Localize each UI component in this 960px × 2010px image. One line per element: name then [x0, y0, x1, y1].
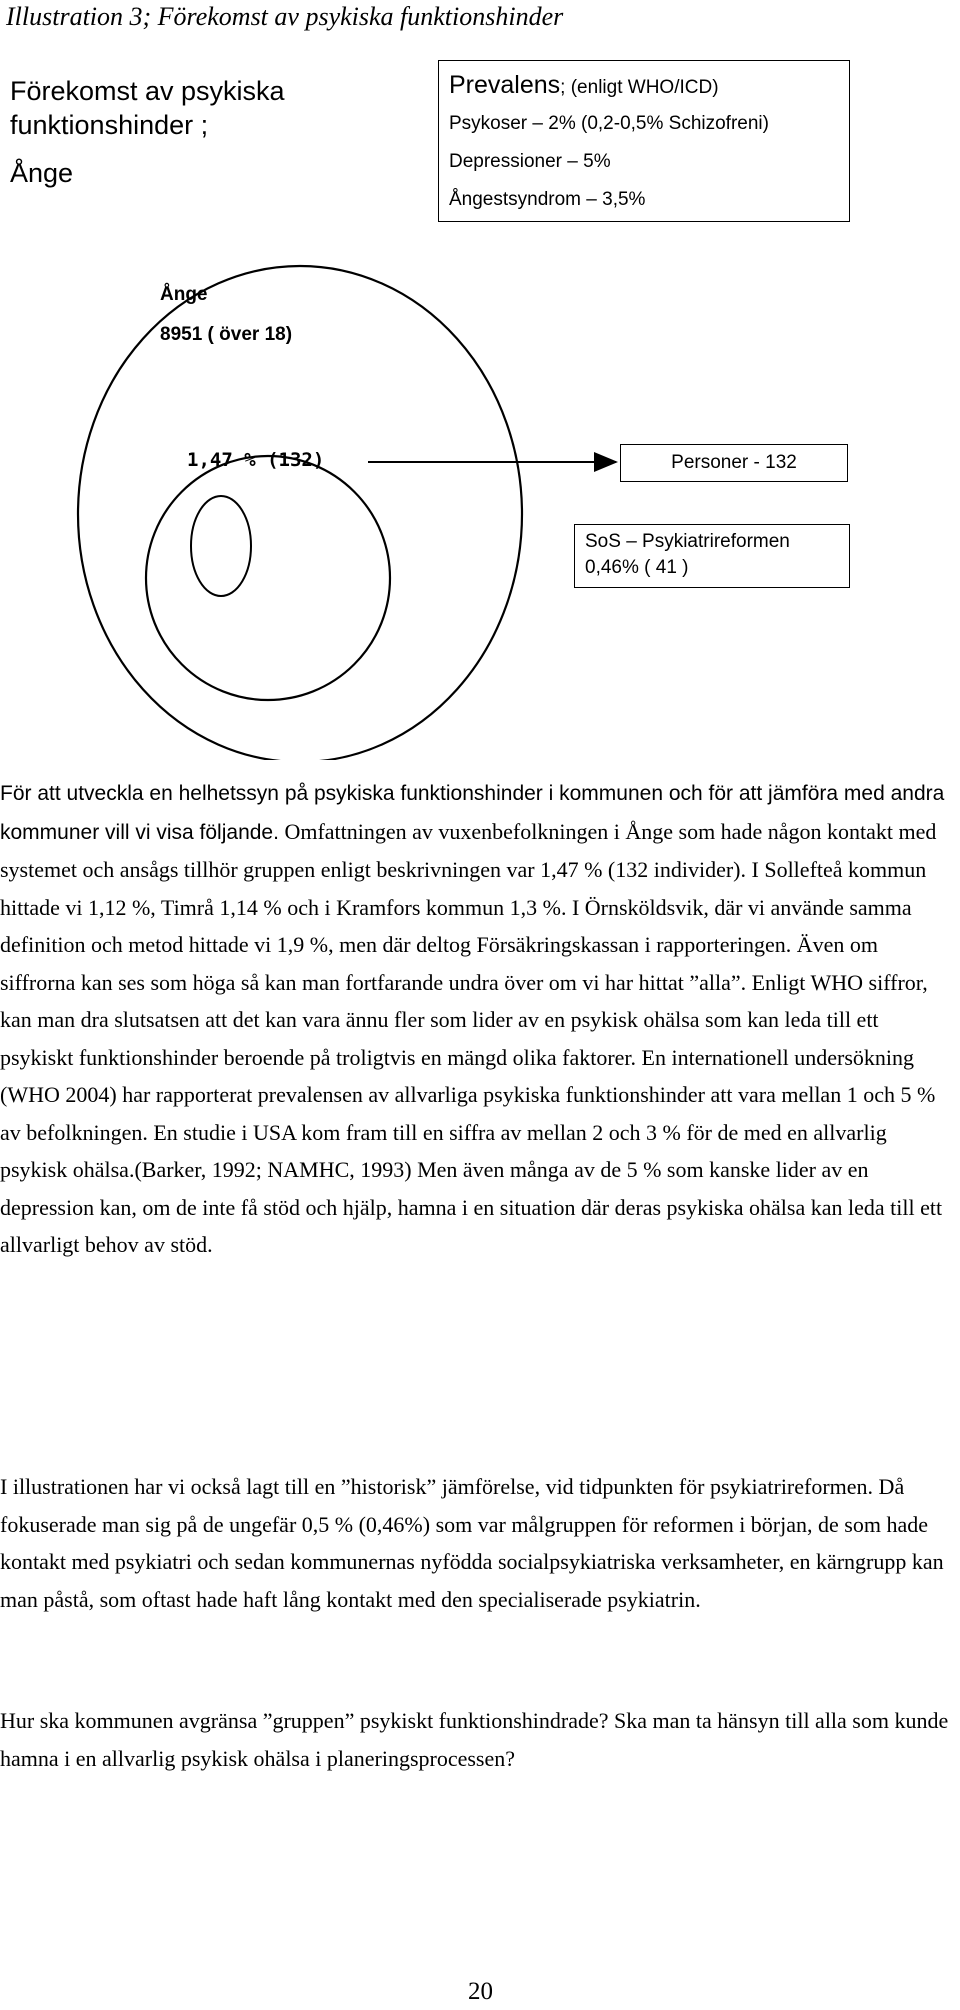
paragraph-1	[0, 774, 955, 1264]
title-line-2: funktionshinder ;	[10, 110, 209, 140]
outer-circle	[78, 266, 522, 760]
paragraph-2: I illustrationen har vi också lagt till en ”historisk” jämförelse, vid tidpunkten för psykiatrireformen. Då fokuserade man sig på de ungefär 0,5 % (0,46%) som var målgruppen för reformen i början, de som hade kontakt med psykiatri och sedan kommunernas nyfödda socialpsykiatriska verksamheter, en kärngrupp kan man påstå, som oftast hade haft lång kontakt med den specialiserade psykiatrin.	[0, 1474, 944, 1612]
title-place: Ånge	[10, 158, 74, 188]
persons-box: Personer - 132	[620, 444, 848, 482]
sos-box	[574, 524, 850, 588]
nested-circles-diagram	[0, 0, 960, 760]
outer-circle-count: 8951 ( över 18)	[160, 324, 293, 345]
prevalence-psychoses: Psykoser – 2% (0,2-0,5% Schizofreni)	[449, 113, 769, 134]
inner-oval	[191, 496, 251, 596]
prevalence-heading: Prevalens; (enligt WHO/ICD)	[449, 71, 719, 99]
paragraph-1-body: Omfattningen av vuxenbefolkningen i Ånge som hade någon kontakt med systemet och ansågs tillhör gruppen enligt beskrivningen var 1,47 % (132 individer). I Sollefteå kommun hittade vi 1,12 %, Timrå 1,14 % och i Kramfors kommun 1,3 %. I Örnsköldsvik, där vi använde samma definition och metod hittade vi 1,9 %, men där deltog Försäkringskassan i rapporteringen. Även om siffrorna kan ses som höga så kan man fortfarande undra över om vi har hittat ”alla”. Enligt WHO siffror, kan man dra slutsatsen att det kan vara ännu fler som lider av en psykisk ohälsa som kan leda till ett psykiskt funktionshinder beroende på troligtvis en mängd olika faktorer. En internationell undersökning (WHO 2004) har rapporterat prevalensen av allvarliga psykiska funktionshinder att vara mellan 1 och 5 % av befolkningen. En studie i USA kom fram till en siffra av mellan 2 och 3 % för de med en allvarlig psykisk ohälsa.(Barker, 1992; NAMHC, 1993) Men även många av de 5 % som kanske lider av en depression kan, om de inte få stöd och hjälp, hamna i en situation där deras psykiska ohälsa kan leda till ett allvarligt behov av stöd.	[0, 818, 943, 1257]
illustration-caption: Illustration 3; Förekomst av psykiska funktionshinder	[6, 2, 564, 31]
page-number: 20	[468, 1978, 493, 2005]
outer-circle-label: Ånge	[160, 284, 208, 305]
paragraph-1-intro: För att utveckla en helhetssyn på psykiska funktionshinder i kommunen och för att jämföra med andra kommuner vill vi visa följande.	[0, 782, 945, 844]
paragraph-3: Hur ska kommunen avgränsa ”gruppen” psykiskt funktionshindrade? Ska man ta hänsyn till alla som kunde hamna i en allvarlig psykisk ohälsa i planeringsprocessen?	[0, 1708, 949, 1771]
sos-box-line-1: SoS – Psykiatrireformen	[585, 531, 790, 552]
title-line-1: Förekomst av psykiska	[10, 76, 285, 106]
prevalence-depression: Depressioner – 5%	[449, 151, 611, 172]
middle-circle	[146, 456, 390, 700]
prevalence-anxiety: Ångestsyndrom – 3,5%	[449, 189, 646, 210]
sos-box-line-2: 0,46% ( 41 )	[585, 557, 689, 578]
middle-circle-label: 1,47 % (132)	[187, 449, 325, 471]
